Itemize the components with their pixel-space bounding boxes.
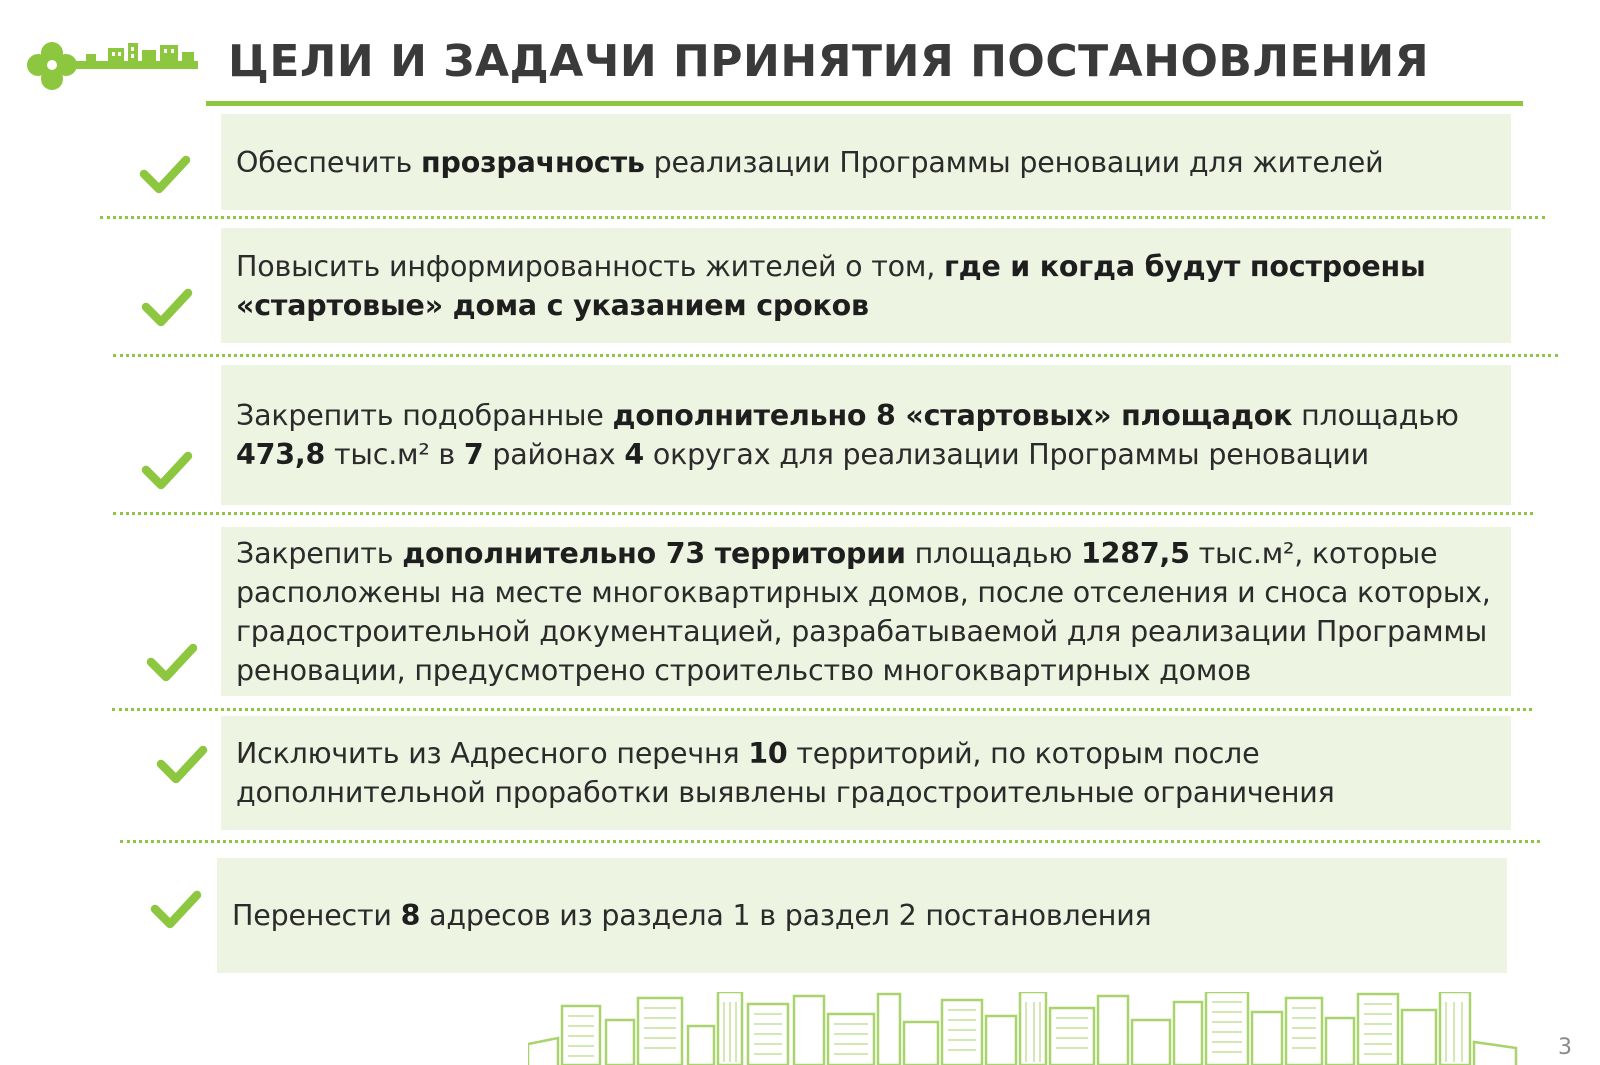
checkmark-icon — [155, 742, 209, 786]
goal-item-text — [236, 143, 1383, 182]
dotted-divider — [120, 840, 1540, 843]
emphasized-text: 473,8 — [236, 438, 326, 471]
body-text: районах — [483, 438, 625, 471]
checkmark-icon — [149, 887, 203, 931]
dotted-divider — [113, 354, 1558, 357]
goal-item-text — [232, 896, 1152, 935]
body-text: тыс.м² в — [325, 438, 464, 471]
key-city-logo-icon — [24, 40, 202, 106]
goal-item-5 — [221, 716, 1511, 830]
goal-item-3 — [221, 365, 1511, 505]
emphasized-text: дополнительно 8 «стартовых» площадок — [612, 399, 1293, 432]
body-text: тыс.м², которые расположены на месте многоквартирных домов, после отселения и сноса которых, градостроительной документацией, разрабатываемой для реализации Программы реновации, предусмотрено строительство многоквартирных домов — [236, 536, 1491, 687]
emphasized-text: 10 — [748, 737, 788, 770]
title-underline — [206, 101, 1523, 106]
body-text: округах для реализации Программы реновации — [643, 438, 1369, 471]
checkmark-icon — [138, 152, 192, 196]
body-text: площадью — [905, 536, 1082, 570]
body-text: территорий, по которым после дополнительной проработки выявлены градостроительные ограничения — [236, 737, 1335, 809]
emphasized-text: где и когда будут построены «стартовые» дома с указанием сроков — [236, 249, 1426, 322]
body-text: реализации Программы реновации для жителей — [644, 145, 1384, 179]
emphasized-text: дополнительно 73 территории — [402, 536, 906, 570]
checkmark-icon — [140, 285, 194, 329]
goal-item-text — [236, 534, 1491, 690]
body-text: Исключить из Адресного перечня — [236, 737, 749, 770]
body-text: площадью — [1292, 399, 1459, 432]
goal-item-6 — [217, 858, 1507, 973]
emphasized-text: 4 — [624, 438, 644, 471]
body-text: Обеспечить — [236, 145, 421, 179]
page-number: 3 — [1558, 1035, 1572, 1060]
goal-item-text — [236, 247, 1491, 325]
emphasized-text: 1287,5 — [1081, 536, 1190, 570]
body-text: Перенести — [232, 899, 401, 932]
body-text: Закрепить — [236, 536, 403, 570]
goal-item-text — [236, 396, 1491, 474]
checkmark-icon — [145, 640, 199, 684]
body-text: Повысить информированность жителей о том, — [236, 249, 944, 283]
dotted-divider — [100, 216, 1545, 219]
city-skyline-icon — [528, 992, 1518, 1065]
goal-item-1 — [221, 114, 1511, 210]
emphasized-text: прозрачность — [421, 145, 645, 179]
body-text: Закрепить подобранные — [236, 399, 613, 432]
emphasized-text: 8 — [400, 899, 421, 932]
emphasized-text: 7 — [463, 438, 484, 471]
dotted-divider — [112, 708, 1532, 711]
goal-item-text — [236, 734, 1491, 812]
page-title: ЦЕЛИ И ЗАДАЧИ ПРИНЯТИЯ ПОСТАНОВЛЕНИЯ — [228, 36, 1430, 87]
dotted-divider — [113, 512, 1533, 515]
body-text: адресов из раздела 1 в раздел 2 постановления — [420, 899, 1152, 932]
goal-item-2 — [221, 228, 1511, 343]
goal-item-4 — [221, 527, 1511, 696]
checkmark-icon — [140, 448, 194, 492]
